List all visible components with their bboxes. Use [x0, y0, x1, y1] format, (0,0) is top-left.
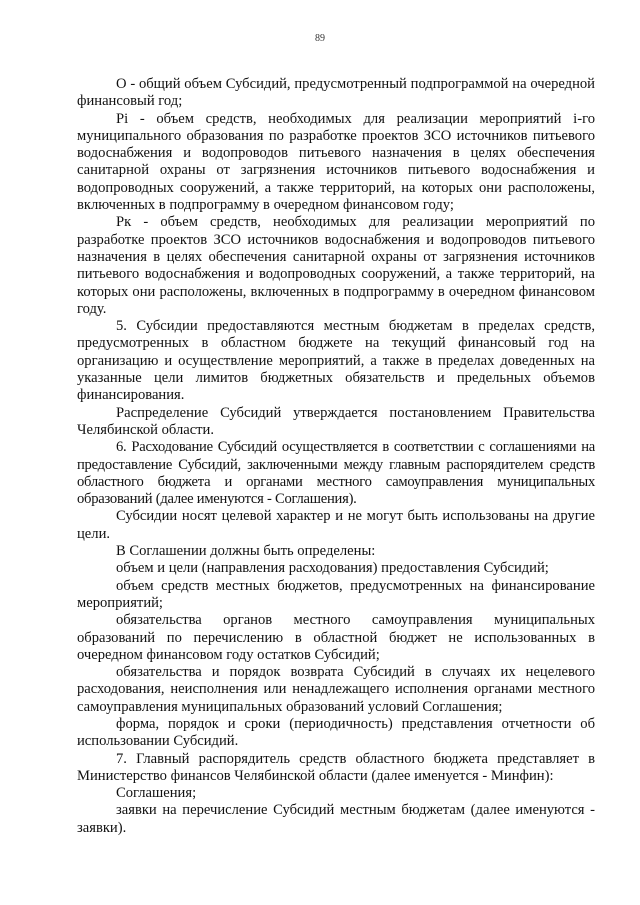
paragraph-agreements: Соглашения; [116, 785, 197, 802]
paragraph-definition-pk: Рк - объем средств, необходимых для реализации мероприятий по разработке проектов ЗСО источников водоснабжения и водопроводов питьевого назначения в целях обеспечения санитарной охраны от загрязнения источников питьевого водоснабжения и водопроводных сооружений, а также территорий, на которых они расположены, включенных в подпрограмму в очередном финансовом году. [77, 214, 595, 317]
paragraph-definition-pi: Pi - объем средств, необходимых для реализации мероприятий i-го муниципального образования по разработке проектов ЗСО источников питьевого водоснабжения и водопроводов питьевого назначения в целях обеспечения санитарной охраны от загрязнения источников питьевого водоснабжения и водопроводных сооружений, а также территорий, на которых они расположены, включенных в подпрограмму в очередном финансовом году; [77, 110, 595, 214]
paragraph-agreement-scope: объем и цели (направления расходования) предоставления Субсидий; [116, 560, 549, 577]
paragraph-agreement-reporting: форма, порядок и сроки (периодичность) представления отчетности об использовании Субсидий. [77, 715, 595, 750]
paragraph-item-7: 7. Главный распорядитель средств областного бюджета представляет в Министерство финансов Челябинской области (далее именуется - Минфин): [77, 750, 595, 784]
paragraph-definition-o: О - общий объем Субсидий, предусмотренный подпрограммой на очередной финансовый год; [77, 76, 595, 110]
paragraph-agreement-refund: обязательства и порядок возврата Субсидий в случаях их нецелевого расходования, неисполнения или ненадлежащего исполнения органами местного самоуправления муниципальных образований условий Соглашения; [77, 664, 595, 715]
paragraph-agreement-intro: В Соглашении должны быть определены: [116, 543, 376, 560]
page-number: 89 [315, 33, 325, 44]
paragraph-requests: заявки на перечисление Субсидий местным бюджетам (далее именуются - заявки). [77, 802, 595, 836]
paragraph-item-6: 6. Расходование Субсидий осуществляется в соответствии с соглашениями на предоставление Субсидий, заключенными между главным распорядителем средств областного бюджета и органами местного самоуправления муниципальных образований (далее именуются - Соглашения). [77, 439, 595, 508]
document-body [77, 76, 595, 837]
paragraph-distribution: Распределение Субсидий утверждается постановлением Правительства Челябинской области. [77, 404, 595, 438]
paragraph-agreement-return-balances: обязательства органов местного самоуправления муниципальных образований по перечислению в областной бюджет не использованных в очередном финансовом году остатков Субсидий; [77, 612, 595, 663]
paragraph-target-purpose: Субсидии носят целевой характер и не могут быть использованы на другие цели. [77, 508, 595, 542]
paragraph-item-5: 5. Субсидии предоставляются местным бюджетам в пределах средств, предусмотренных в областном бюджете на текущий финансовый год на организацию и осуществление мероприятий, а также в пределах доведенных на указанные цели лимитов бюджетных обязательств и предельных объемов финансирования. [77, 318, 595, 404]
paragraph-agreement-local-funds: объем средств местных бюджетов, предусмотренных на финансирование мероприятий; [77, 577, 595, 611]
